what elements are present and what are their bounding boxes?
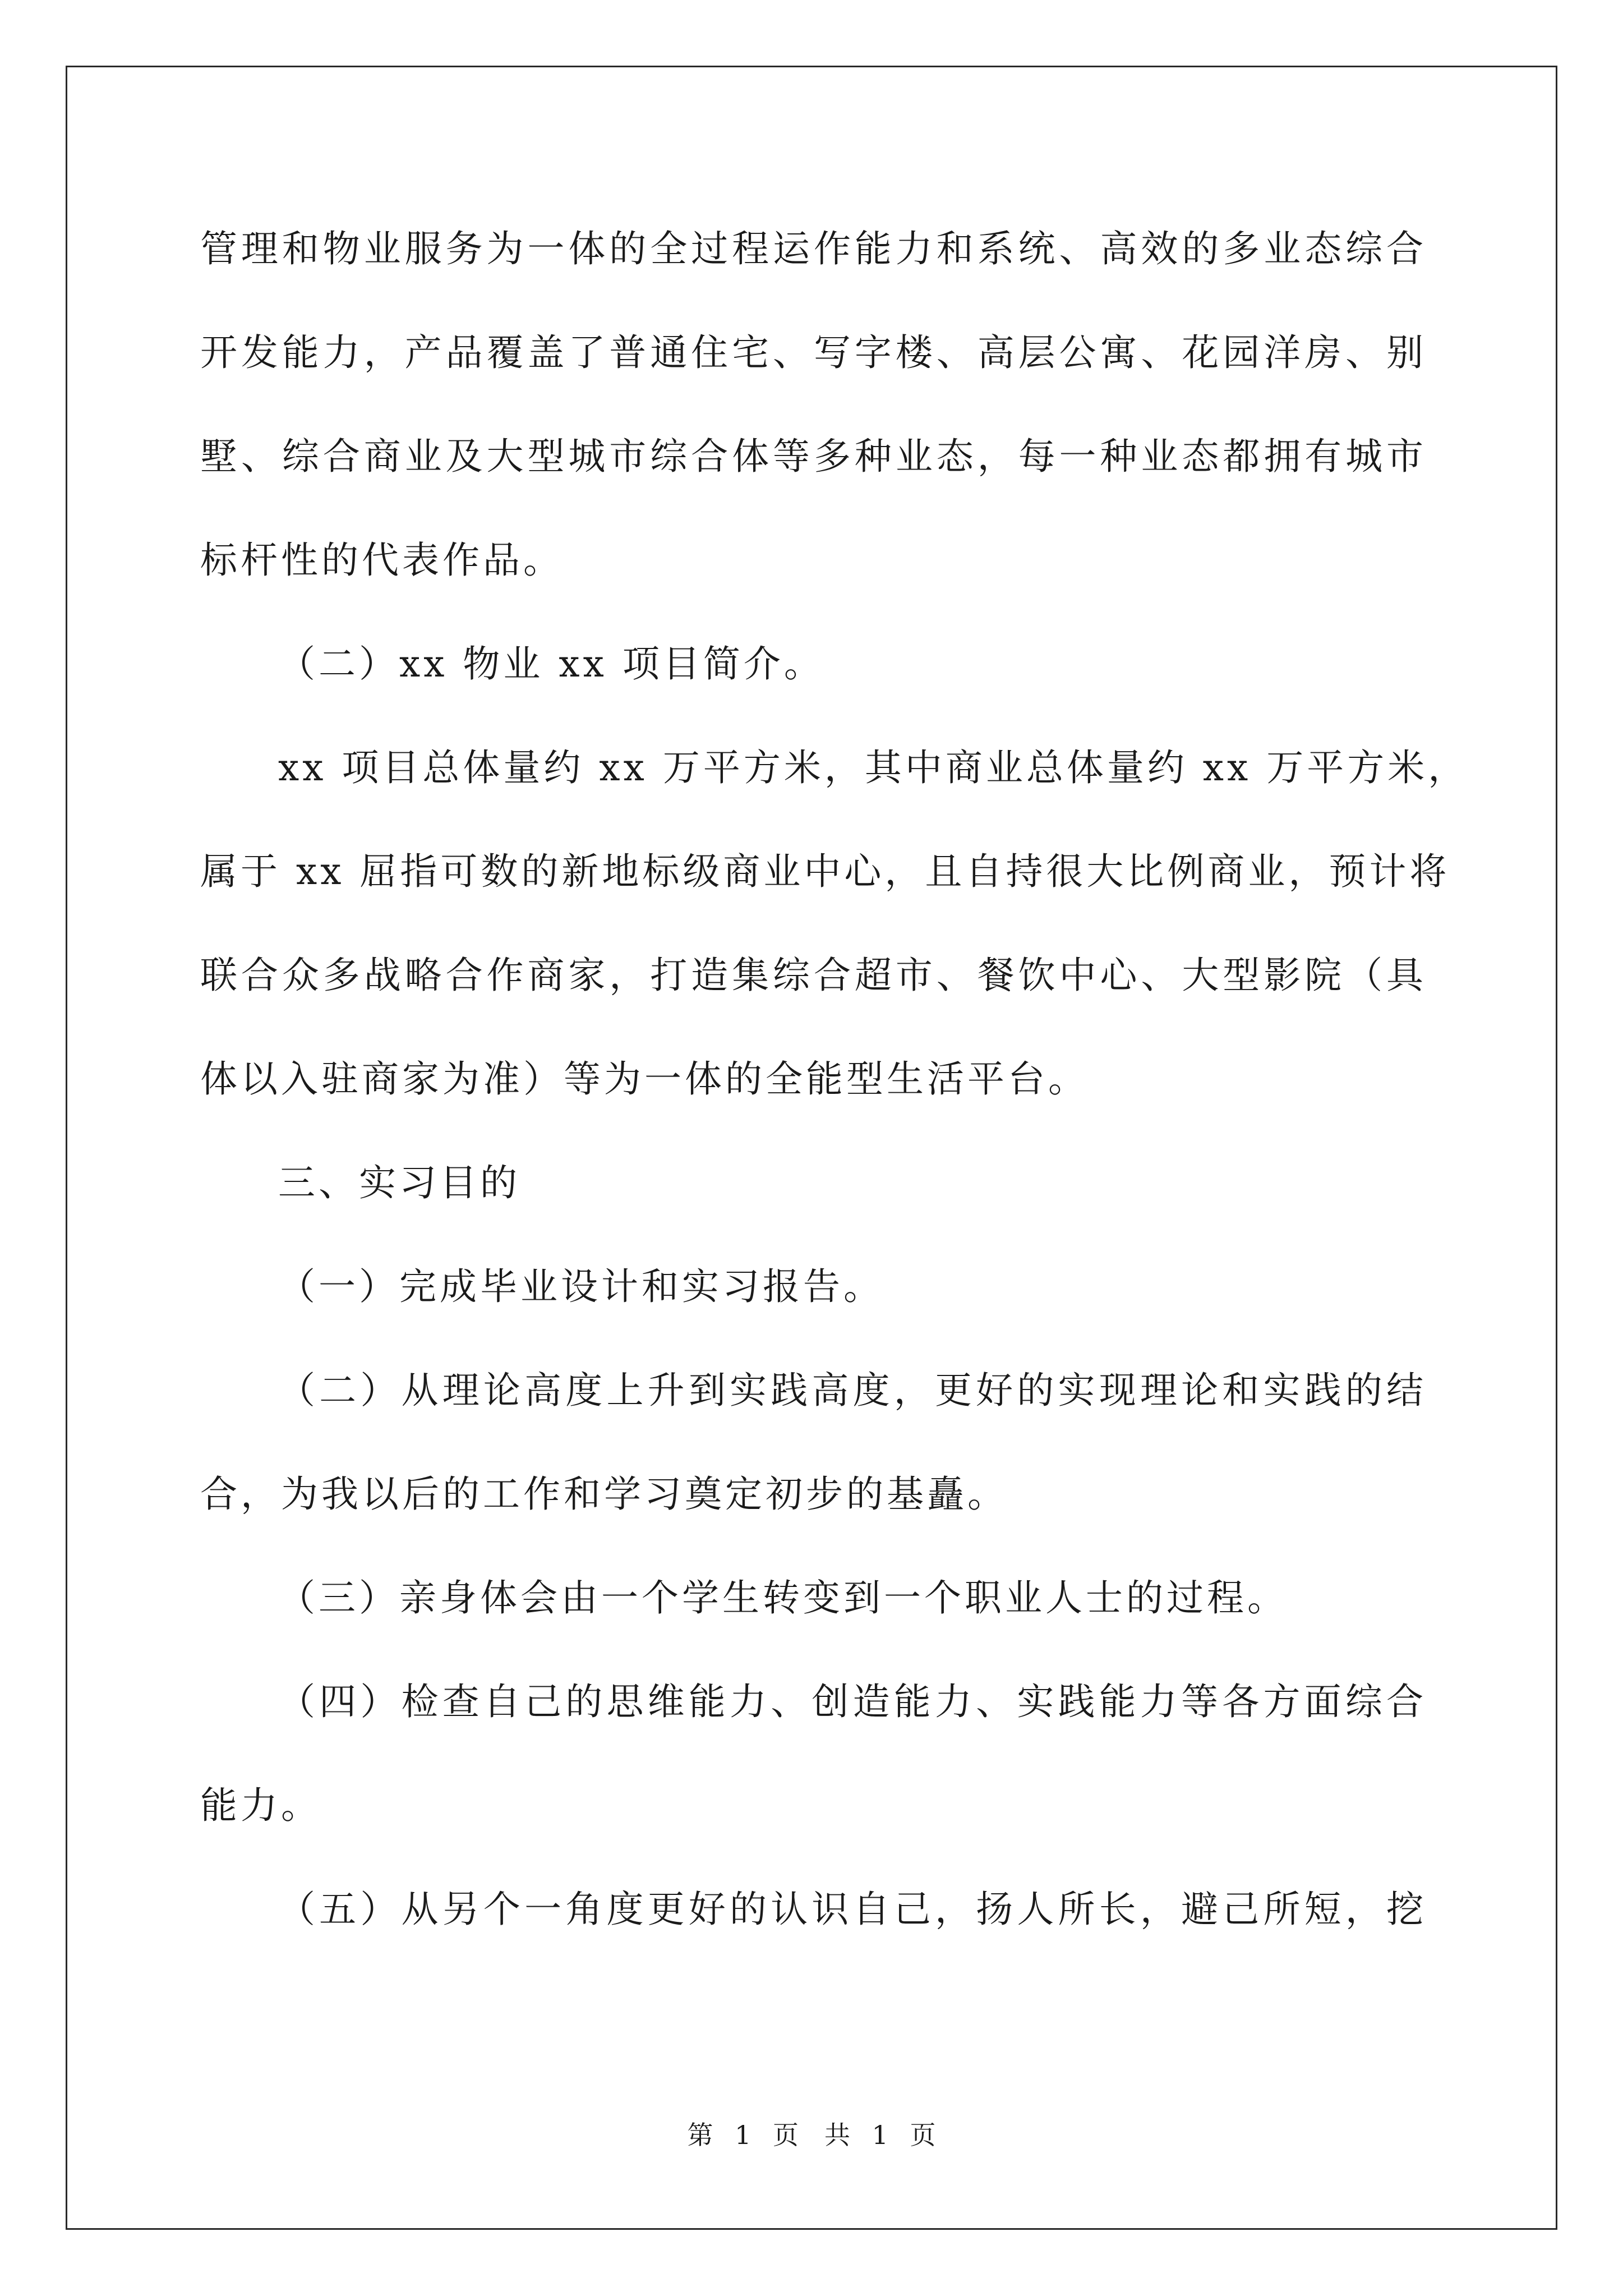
list-item: （四）检查自己的思维能力、创造能力、实践能力等各方面综合 xyxy=(278,1680,1427,1723)
list-item: （五）从另个一角度更好的认识自己，扬人所长，避己所短，挖 xyxy=(278,1888,1427,1931)
list-item: （一）完成毕业设计和实习报告。 xyxy=(278,1265,884,1308)
body-line: xx 项目总体量约 xx 万平方米，其中商业总体量约 xx 万平方米， xyxy=(278,746,1469,789)
body-line: 能力。 xyxy=(200,1784,321,1827)
list-item: （二）从理论高度上升到实践高度，更好的实现理论和实践的结 xyxy=(278,1369,1427,1412)
body-line: 开发能力，产品覆盖了普通住宅、写字楼、高层公寓、花园洋房、别 xyxy=(200,331,1427,374)
body-line: 联合众多战略合作商家，打造集综合超市、餐饮中心、大型影院（具 xyxy=(200,954,1427,997)
body-line: 标杆性的代表作品。 xyxy=(200,539,564,582)
section-heading: （二）xx 物业 xx 项目简介。 xyxy=(278,642,824,685)
body-line: 体以入驻商家为准）等为一体的全能型生活平台。 xyxy=(200,1057,1089,1101)
section-heading: 三、实习目的 xyxy=(278,1161,520,1204)
body-line: 管理和物业服务为一体的全过程运作能力和系统、高效的多业态综合 xyxy=(200,227,1427,270)
body-line: 合，为我以后的工作和学习奠定初步的基矗。 xyxy=(200,1473,1008,1516)
body-line: 墅、综合商业及大型城市综合体等多种业态，每一种业态都拥有城市 xyxy=(200,435,1427,478)
page-number-footer: 第 1 页 共 1 页 xyxy=(687,2120,936,2150)
list-item: （三）亲身体会由一个学生转变到一个职业人士的过程。 xyxy=(278,1576,1288,1619)
body-line: 属于 xx 屈指可数的新地标级商业中心，且自持很大比例商业，预计将 xyxy=(200,850,1450,893)
